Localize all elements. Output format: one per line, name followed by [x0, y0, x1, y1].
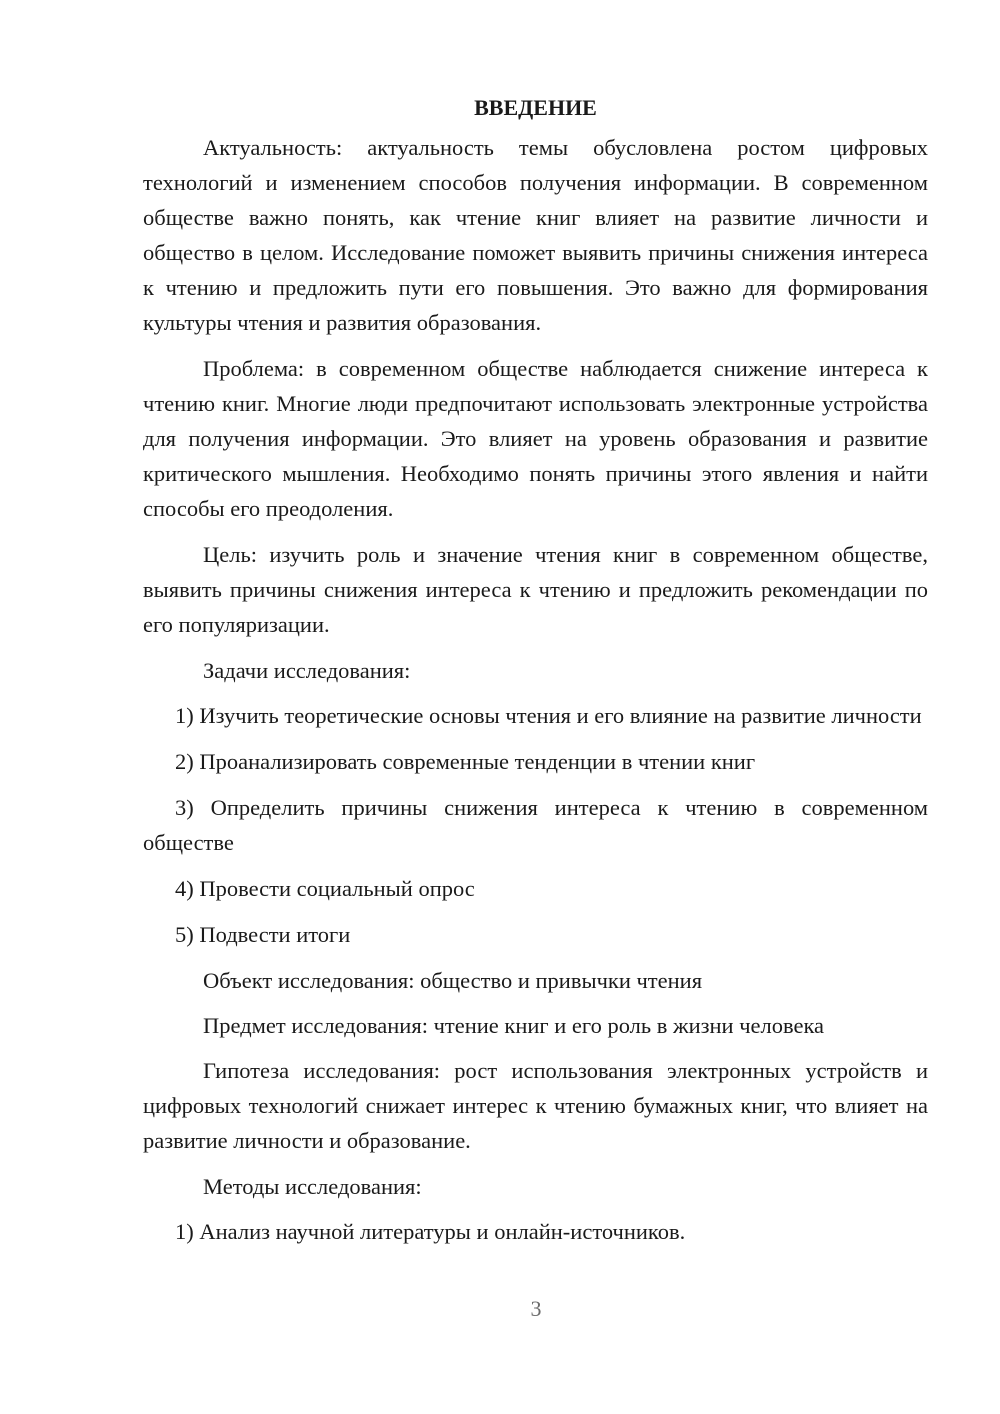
task-item: 3) Определить причины снижения интереса к чтению в современном обществе [143, 795, 928, 855]
method-item: 1) Анализ научной литературы и онлайн-источников. [175, 1219, 686, 1244]
object-line: Объект исследования: общество и привычки чтения [203, 968, 703, 993]
hypothesis-paragraph: Гипотеза исследования: рост использования электронных устройств и цифровых технологий снижает интерес к чтению бумажных книг, что влияет на развитие личности и образование. [143, 1058, 928, 1153]
relevance-paragraph: Актуальность: актуальность темы обусловлена ростом цифровых технологий и изменением способов получения информации. В современном обществе важно понять, как чтение книг влияет на развитие личности и общество в целом. Исследование поможет выявить причины снижения интереса к чтению и предложить пути его повышения. Это важно для формирования культуры чтения и развития образования. [143, 135, 928, 335]
document-page [143, 90, 928, 1260]
goal-paragraph: Цель: изучить роль и значение чтения книг в современном обществе, выявить причины снижения интереса к чтению и предложить рекомендации по его популяризации. [143, 542, 928, 637]
task-item: 5) Подвести итоги [175, 922, 351, 947]
task-item: 1) Изучить теоретические основы чтения и его влияние на развитие личности [175, 703, 922, 728]
methods-title: Методы исследования: [203, 1174, 422, 1199]
tasks-title: Задачи исследования: [203, 658, 411, 683]
task-item: 4) Провести социальный опрос [175, 876, 475, 901]
task-item: 2) Проанализировать современные тенденции в чтении книг [175, 749, 756, 774]
page-heading: ВВЕДЕНИЕ [474, 95, 597, 120]
subject-line: Предмет исследования: чтение книг и его роль в жизни человека [203, 1013, 825, 1038]
problem-paragraph: Проблема: в современном обществе наблюдается снижение интереса к чтению книг. Многие люди предпочитают использовать электронные устройства для получения информации. Это влияет на уровень образования и развитие критического мышления. Необходимо понять причины этого явления и найти способы его преодоления. [143, 356, 928, 521]
page-number: 3 [530, 1296, 542, 1321]
